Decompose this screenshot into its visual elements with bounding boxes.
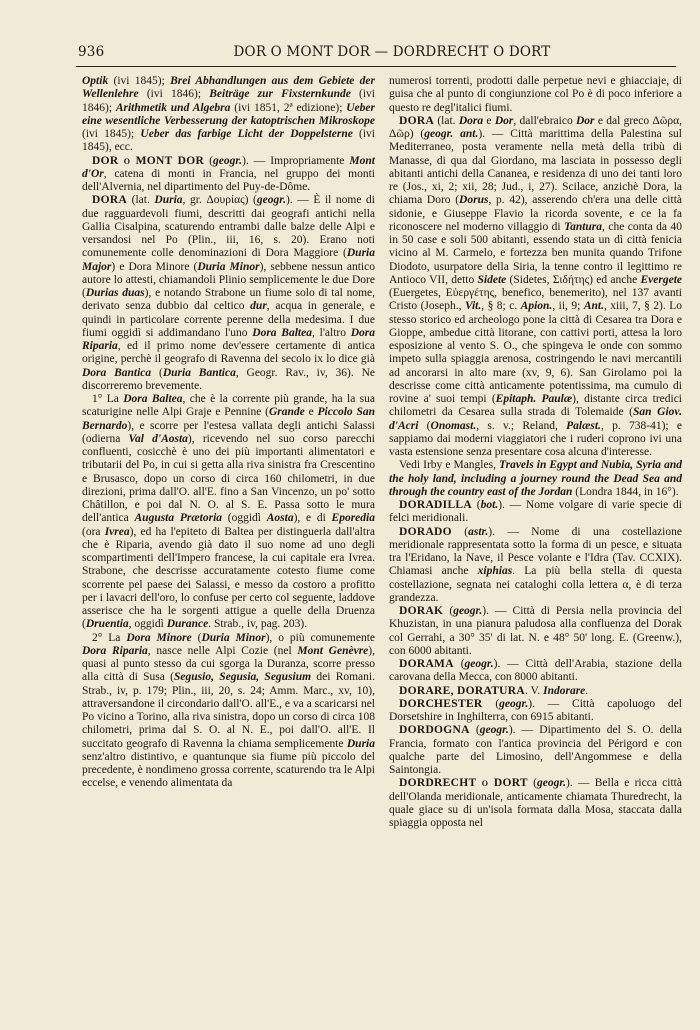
body-text: ), quasi al punto stesso da cui sgorga la Duranza, scorre presso alla città di Susa ( bbox=[82, 644, 375, 684]
body-text: e bbox=[483, 114, 495, 127]
italic-text: Duria Major bbox=[82, 247, 375, 273]
paragraph bbox=[389, 115, 682, 460]
body-text: , oggidì bbox=[128, 618, 167, 631]
entry-headword: DORAK bbox=[399, 605, 444, 617]
italic-text: Apion. bbox=[520, 300, 553, 313]
italic-text: Ueber eine wesentliche Verbesserung der katoptrischen Mikroskope bbox=[82, 101, 375, 127]
entry-headword: DORA bbox=[399, 114, 435, 127]
italic-text: Dora Riparia bbox=[82, 326, 375, 352]
entry-headword: DORDRECHT o DORT bbox=[399, 777, 528, 790]
italic-text: Mont Genèvre bbox=[297, 644, 369, 657]
italic-text: Druentia bbox=[85, 618, 129, 631]
body-text: numerosi torrenti, prodotti dalle perpetue nevi e ghiacciaje, di guisa che al punto di congiunzione col Po è di poco inferiore a questo re degl'italici fiumi. bbox=[389, 75, 682, 114]
body-text: Vedi Irby e Mangles, bbox=[399, 459, 499, 472]
body-text: (ivi 1845); bbox=[82, 128, 141, 140]
body-text: ). — Nome di una costellazione meridionale rappresentata sotto la forma di un pesce, e situata tra l'Eridano, la Nave, il Pesce volante e l'Idra (Tav. CCXIX). Chiamasi anche bbox=[389, 525, 682, 578]
body-text: 1° La bbox=[92, 393, 124, 405]
paragraph bbox=[389, 499, 682, 526]
italic-text: Evergete bbox=[640, 273, 682, 286]
italic-text: Duria bbox=[154, 194, 183, 207]
body-text: . La più bella stella di questa costellazione, segnata nei cataloghi colla lettera α, è di terza grandezza. bbox=[389, 565, 682, 604]
italic-text: geogr. bbox=[453, 605, 483, 617]
body-text: ), distante circa tredici chilometri da Cesarea sulla strada di Tolemaide ( bbox=[389, 393, 682, 419]
body-text: ( bbox=[191, 631, 202, 644]
body-text: , catena di monti in Francia, nel gruppo dei monti dell'Alvernia, nel dipartimento del Puy-de-Dôme. bbox=[82, 167, 375, 193]
body-text: , ii, 9; bbox=[552, 300, 584, 313]
body-text: , ed il primo nome dev'essere certamente di antica origine, perchè il geografo di Ravenna del secolo ix lo dice già bbox=[82, 340, 375, 366]
body-text: ), e scorre per l'estesa vallata degli antichi Salassi (odierna bbox=[82, 419, 375, 445]
body-text: , che è la corrente più grande, ha la sua scaturigine nelle Alpi Graje e Pennine ( bbox=[82, 393, 375, 419]
body-text: ), e di bbox=[293, 512, 332, 525]
entry-headword: DORDOGNA bbox=[399, 724, 470, 737]
body-text: dei Romani. Strab., iv, p. 179; Plin., iii, 20, s. 24; Amm. Marc., xv, 10), attraversandone il circondario dall'O. all'E., e va a scaricarsi nel Po vicino a Torino, alla riva sinistra, dopo un corso di circa 108 chilometri, prima dal S. O. al N. E., poi dall'O. all'E. Il succitato geografo di Ravenna la chiama semplicemente bbox=[82, 671, 375, 750]
body-text: ). — Città dell'Arabia, stazione della carovana della Mecca, con 8000 abitanti. bbox=[389, 658, 682, 684]
body-text: ) e Dora Minore ( bbox=[111, 260, 198, 273]
body-text: e bbox=[304, 406, 318, 419]
body-text: ( bbox=[472, 499, 481, 511]
body-text: ( bbox=[453, 658, 465, 670]
body-text: (Euergetes, Εὐεργέτης, benefico, benemerito), nel 137 avanti Cristo (Joseph., bbox=[389, 287, 682, 313]
italic-text: astr. bbox=[468, 525, 489, 538]
italic-text: geogr. bbox=[479, 724, 509, 737]
italic-text: Duria Bantica bbox=[162, 366, 236, 379]
header-rule bbox=[76, 66, 676, 67]
body-text: (ivi 1846); bbox=[82, 88, 375, 114]
body-text: ), ricevendo nel suo corso parecchi confluenti, cosicchè è uno dei più importanti alimentatori e tributarii del Po, in cui si getta alla riva sinistra fra Crescentino e Brusasco, dopo un corso di circa 160 chilometri, in due direzioni, prima dall'O. all'E. fino a San Vincenzo, un po' sotto Châtillon, e poi dal N. O. al S. E. Passa sotto le mura dell'antica bbox=[82, 432, 375, 525]
paragraph bbox=[389, 698, 682, 725]
body-text: , gr. Δουρίας) ( bbox=[182, 194, 257, 207]
italic-text: geogr. bbox=[212, 154, 243, 167]
paragraph bbox=[82, 393, 375, 632]
left-column bbox=[82, 75, 375, 1020]
body-text: (ivi 1845); bbox=[108, 75, 171, 87]
text-columns bbox=[82, 75, 682, 1020]
body-text: (Londra 1844, in 16°). bbox=[572, 485, 679, 498]
paragraph bbox=[389, 605, 682, 658]
italic-text: Grande bbox=[269, 406, 305, 419]
italic-text: Duria Minor bbox=[201, 631, 266, 644]
italic-text: geogr. ant. bbox=[424, 128, 479, 140]
body-text: , p. 738-41); e sappiamo dai moderni viaggiatori che i ruderi coprono ivi una vasta estensione senza presentare cosa alcuna d'interesse. bbox=[389, 419, 682, 458]
paragraph bbox=[389, 526, 682, 606]
italic-text: Dor bbox=[576, 114, 595, 127]
body-text: ). — Bella e ricca città dell'Olanda meridionale, anticamente chiamata Thuredrecht, la quale giace su di un'isola formata dalla Mosa, staccata dalla spiaggia opposta nel bbox=[389, 777, 682, 829]
body-text: ( bbox=[482, 697, 500, 710]
italic-text: dur bbox=[250, 300, 267, 313]
body-text: , l'altro bbox=[311, 326, 351, 339]
paragraph bbox=[389, 75, 682, 115]
italic-text: Beiträge zur Fixsternkunde bbox=[209, 88, 351, 101]
italic-text: Sidete bbox=[477, 273, 507, 286]
italic-text: Vit. bbox=[464, 300, 482, 313]
body-text: ), sebbene nessun antico autore lo attesti, chiamandoli Plinio semplicemente le due Dore ( bbox=[82, 260, 375, 299]
body-text: e dal greco Δῶρα, Δῶρ) ( bbox=[389, 114, 682, 140]
italic-text: Dora Minore bbox=[126, 631, 192, 644]
italic-text: Eporedia bbox=[331, 512, 375, 525]
italic-text: Mont d'Or bbox=[82, 154, 375, 180]
paragraph bbox=[82, 155, 375, 195]
body-text: . V. bbox=[524, 684, 544, 697]
body-text: , xiii, 7, § 2). Lo stesso storico ed archeologo pone la città di Cesarea tra Dora e Gioppe, ambedue città litorane, con cattivi porti, attesa la loro esposizione al vento S. O., che spingeva le onde con sommo impeto sulla spiaggia arenosa, costringendo le navi mercantili ad ancorarsi in alto mare (xv, 9, 6). San Girolamo poi la descrisse come città anticamente potentissima, ma cumulo di rovine a' suoi tempi ( bbox=[389, 300, 682, 405]
body-text: (Sidetes, Σιδήτης) ed anche bbox=[506, 273, 641, 286]
italic-text: geogr. bbox=[536, 777, 567, 790]
body-text: (ora bbox=[82, 525, 105, 538]
paragraph bbox=[82, 194, 375, 393]
italic-text: Ueber das farbige Licht der Doppelsterne bbox=[140, 128, 353, 140]
entry-headword: DORADO bbox=[399, 525, 452, 538]
italic-text: Brei Abhandlungen aus dem Gebiete der Wellenlehre bbox=[82, 75, 375, 101]
body-text: 2° La bbox=[92, 631, 127, 644]
italic-text: Durance bbox=[166, 618, 209, 631]
italic-text: Dora Baltea bbox=[123, 393, 183, 405]
italic-text: geogr. bbox=[256, 194, 286, 207]
body-text: ), o più comunemente bbox=[265, 631, 375, 644]
body-text: , p. 42), asserendo ch'era una delle città sidonie, e Giuseppe Flavio la ricorda sovente, e ce la fa riconoscere nel moderno villaggio di bbox=[389, 194, 682, 233]
body-text: . Strab., iv, pag. 203). bbox=[208, 618, 308, 631]
italic-text: Duria bbox=[346, 737, 375, 750]
running-header bbox=[78, 44, 676, 64]
body-text: (ivi 1845), ecc. bbox=[82, 128, 375, 154]
italic-text: Dorus bbox=[459, 194, 489, 207]
body-text: ). — Città capoluogo del Dorsetshire in Inghilterra, con 6915 abitanti. bbox=[389, 697, 682, 723]
body-text: ( bbox=[151, 366, 163, 379]
body-text: , nasce nelle Alpi Cozie (nel bbox=[147, 644, 298, 657]
running-title: DOR O MONT DOR — DORDRECHT O DORT bbox=[233, 44, 551, 60]
paragraph bbox=[389, 777, 682, 830]
paragraph bbox=[82, 632, 375, 791]
italic-text: Arithmetik und Algebra bbox=[115, 101, 231, 114]
body-text: ). — Nome volgare di varie specie di felci meridionali. bbox=[389, 499, 682, 525]
body-text: (lat. bbox=[434, 114, 459, 127]
italic-text: Dora Bantica bbox=[82, 366, 152, 379]
italic-text: San Giov. d'Acri bbox=[389, 406, 682, 432]
italic-text: Dor bbox=[494, 114, 514, 127]
entry-headword: DOR o MONT DOR bbox=[92, 154, 205, 167]
body-text: ( bbox=[204, 154, 213, 167]
body-text: ( bbox=[443, 605, 454, 617]
paragraph bbox=[389, 685, 682, 698]
page-number: 936 bbox=[78, 44, 105, 60]
italic-text: Piccolo San Bernardo bbox=[82, 406, 375, 432]
italic-text: Augusta Prætoria bbox=[134, 512, 223, 525]
italic-text: Epitaph. Paulæ bbox=[495, 393, 573, 405]
body-text: (ivi 1851, 2ª edizione); bbox=[230, 101, 347, 114]
body-text: ). — Impropriamente bbox=[242, 154, 350, 167]
italic-text: Durias duas bbox=[85, 287, 145, 299]
entry-headword: DORCHESTER bbox=[399, 697, 483, 710]
body-text: . bbox=[585, 684, 589, 697]
italic-text: Onomast. bbox=[430, 419, 477, 432]
paragraph bbox=[82, 75, 375, 155]
paragraph bbox=[389, 459, 682, 499]
body-text: , che conta da 40 in 50 case e soli 500 abitanti, essendo stata un dì città fenicia vicino al M. Carmelo, e fortezza ben munita quando Trifone Diodoto, usurpatore della Siria, la tenne contro il legittimo re Antioco VII, detto bbox=[389, 220, 682, 286]
italic-text: Dora Baltea bbox=[252, 326, 312, 339]
body-text: ). — Città marittima della Palestina sul Mediterraneo, posta veramente nella metà della tribù di Manasse, di qua dal Giordano, ma lasciata in possesso degli abitanti antichi della Cananea, e residenza di uno dei tanti loro re (Jos., xi, 2; xii, 28; Jud., i, 27). Scilace, anzichè Dora, la chiama Doro ( bbox=[389, 128, 682, 207]
body-text: ). — Dipartimento del S. O. della Francia, formato con l'antica provincia del Périgord e con qualche parte del Limosino, dell'Angommese e della Saintongia. bbox=[389, 724, 682, 776]
italic-text: Travels in Egypt and Nubia, Syria and the holy land, including a journey round the Dead Sea and through the country east of the Jordan bbox=[389, 459, 682, 498]
italic-text: Palæst. bbox=[566, 419, 601, 432]
paragraph bbox=[389, 658, 682, 685]
body-text: ( bbox=[418, 419, 431, 432]
italic-text: Dora Riparia bbox=[82, 644, 148, 657]
body-text: (lat. bbox=[127, 194, 155, 207]
italic-text: xiphias bbox=[477, 565, 513, 578]
italic-text: geogr. bbox=[499, 697, 529, 710]
body-text: , Geogr. Rav., iv, 36). Ne discorreremo brevemente. bbox=[82, 366, 375, 392]
italic-text: Dora bbox=[458, 114, 484, 127]
body-text: ( bbox=[527, 777, 537, 790]
body-text: ), e notando Strabone un fiume solo di tal nome, derivato senza dubbio dal celtico bbox=[82, 287, 375, 313]
entry-headword: DORA bbox=[92, 194, 128, 207]
body-text: (oggidì bbox=[222, 512, 267, 525]
entry-headword: DORAMA bbox=[399, 658, 454, 670]
italic-text: geogr. bbox=[464, 658, 494, 670]
italic-text: Segusio, Segusia, Segusium bbox=[174, 671, 312, 684]
body-text: ), ed ha l'epiteto di Baltea per distinguerla dall'altra che è Riparia, avendo già dato il suo nome ad uno degli scompartimenti dell'Impero francese, la cui capitale era Ivrea. Strabone, che descrisse accuratamente cotesto fiume come scorrente pel paese dei Salassi, e messo da costoro a profitto per i lavacri dell'oro, lo confuse per certo col seguente, laddove asserisce che ha le sorgenti attigue a quelle della Druenza ( bbox=[82, 525, 375, 631]
body-text: ( bbox=[451, 525, 469, 538]
italic-text: Tantura bbox=[564, 220, 603, 233]
body-text: ). — Città di Persia nella provincia del Khuzistan, in una pianura paludosa alla confluenza del Dorak col Gerrahi, a 30° 35' di lat. N. e 48° 50' long. E. (Greenw.), con 6000 abitanti. bbox=[389, 605, 682, 657]
italic-text: Val d'Aosta bbox=[128, 432, 188, 445]
entry-headword: DORARE, DORATURA bbox=[399, 684, 525, 697]
body-text: , § 8; c. bbox=[481, 300, 521, 313]
italic-text: Duria Minor bbox=[197, 260, 260, 273]
italic-text: Optik bbox=[82, 75, 109, 87]
italic-text: Indorare bbox=[543, 684, 586, 697]
italic-text: Ant. bbox=[583, 300, 604, 313]
right-column bbox=[389, 75, 682, 1020]
italic-text: Aosta bbox=[266, 512, 294, 525]
body-text: , acqua in generale, e quindi in particolare corrente perenne della medesima. I due fiumi oggidì si addimandano l'uno bbox=[82, 300, 375, 339]
italic-text: Ivrea bbox=[104, 525, 130, 538]
body-text: , s. v.; Reland, bbox=[476, 419, 567, 432]
paragraph bbox=[389, 724, 682, 777]
body-text: , dall'ebraico bbox=[513, 114, 576, 127]
body-text: senz'altro distintivo, e quantunque sia fiume più piccolo del precedente, è nondimeno grossa corrente, scaturendo tra le Alpi eccelse, e venendo alimentata da bbox=[82, 750, 375, 790]
body-text: ). — È il nome di due ragguardevoli fiumi, descritti dai geografi antichi nella Gallia Cisalpina, scaturendo entrambi dalle balze delle Alpi e versandosi nel Po (Plin., iii, 16, s. 20). Erano noti comunemente colle denominazioni di Dora Maggiore ( bbox=[82, 194, 375, 260]
body-text: ( bbox=[469, 724, 480, 737]
entry-headword: DORADILLA bbox=[399, 499, 472, 511]
body-text: (ivi 1846); bbox=[138, 88, 210, 101]
italic-text: bot. bbox=[480, 499, 499, 511]
